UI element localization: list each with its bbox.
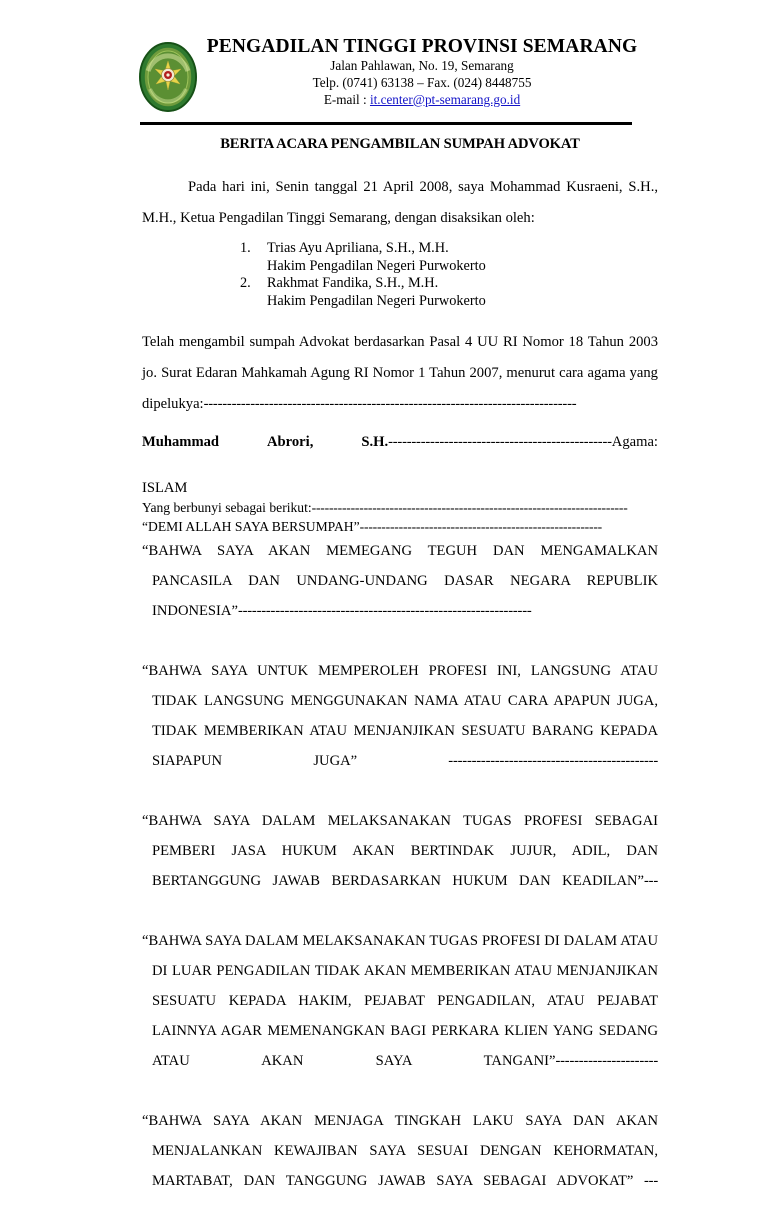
oath-clause-2-text: “BAHWA SAYA UNTUK MEMPEROLEH PROFESI INI, LANGSUNG ATAU TIDAK LANGSUNG MENGGUNAKAN NAMA ATAU CARA APAPUN JUGA, TIDAK MEMBERIKAN ATAU MENJANJIKAN SESUATU BARANG KEPADA SIAPAPUN JUGA” [142,663,658,769]
intro-line-2: M.H., Ketua Pengadilan Tinggi Semarang, dengan disaksikan oleh: [142,210,535,226]
legal-basis-line-2: 2003 jo. Surat Edaran Mahkamah Agung RI Nomor 1 Tahun 2007, menurut cara [142,334,658,381]
oath-clause-1 [142,536,658,656]
oath-clause-5-dash-filler: --- [633,1173,658,1189]
intro-paragraph [142,172,658,234]
intro-line-1: Pada hari ini, Senin tanggal 21 April 2008, saya Mohammad Kusraeni, S.H., [188,179,658,195]
document-title: BERITA ACARA PENGAMBILAN SUMPAH ADVOKAT [220,136,580,152]
witness-number: 1. [240,240,251,256]
oath-clause-4-text: “BAHWA SAYA DALAM MELAKSANAKAN TUGAS PROFESI DI DALAM ATAU DI LUAR PENGADILAN TIDAK AKAN MEMBERIKAN ATAU MENJANJIKAN SESUATU KEPADA HAKIM, PEJABAT PENGADILAN, ATAU PEJABAT LAINNYA AGAR MEMENANGKAN BAGI PERKARA KLIEN YANG SEDANG ATAU AKAN SAYA TANGANI” [142,933,658,1069]
oath-clause-3-dash-filler: --- [644,873,658,889]
oath-clause-1-text: “BAHWA SAYA AKAN MEMEGANG TEGUH DAN MENGAMALKAN PANCASILA DAN UNDANG-UNDANG DASAR NEGARA REPUBLIK INDONESIA” [142,543,658,619]
oath-reads-line [142,498,658,517]
advocate-name-block [142,430,658,498]
witness-number: 2. [240,275,251,291]
document-body [142,172,658,1226]
organization-name: PENGADILAN TINGGI PROVINSI SEMARANG [206,36,638,57]
advocate-name-line [142,430,658,478]
witness-position: Hakim Pengadilan Negeri Purwokerto [267,292,486,309]
advocate-name-part-2: Abrori, [267,434,314,450]
list-item [142,240,658,258]
witness-list [142,240,658,310]
oath-clause-4-dash-filler: ---------------------- [555,1053,658,1069]
witness-name: Trias Ayu Apriliana, S.H., M.H. [267,240,449,256]
oath-clause-5-text: “BAHWA SAYA AKAN MENJAGA TINGKAH LAKU SAYA DAN AKAN MENJALANKAN KEWAJIBAN SAYA SESUAI DENGAN KEHORMATAN, MARTABAT, DAN TANGGUNG JAWAB SAYA SEBAGAI ADVOKAT” [142,1113,658,1189]
advocate-dash-filler: ------------------------------------------------ [388,434,612,450]
office-email-line [206,92,638,109]
oath-clause-5 [142,1106,658,1226]
oath-invocation-dash-filler: -------------------------------------------------------- [359,519,602,534]
oath-reads-label: Yang berbunyi sebagai berikut: [142,500,312,515]
oath-clause-3-text: “BAHWA SAYA DALAM MELAKSANAKAN TUGAS PROFESI SEBAGAI PEMBERI JASA HUKUM AKAN BERTINDAK JUJUR, ADIL, DAN BERTANGGUNG JAWAB BERDASARKAN HUKUM DAN KEADILAN” [142,813,658,889]
advocate-religion-label: Agama: [611,434,658,450]
office-address: Jalan Pahlawan, No. 19, Semarang [330,57,514,73]
legal-basis-line-3: agama yang dipelukya: [142,365,658,412]
office-phone-fax: Telp. (0741) 63138 – Fax. (024) 8448755 [312,74,532,90]
letterhead [138,36,638,113]
oath-clause-1-dash-filler: --------------------------------------------------------------- [237,603,532,619]
oath-clause-2 [142,656,658,806]
oath-reads-dash-filler: ------------------------------------------------------------------------- [311,500,628,515]
email-link[interactable]: it.center@pt-semarang.go.id [369,91,521,107]
header-divider-rule [140,122,632,125]
logo-container [138,36,202,113]
legal-basis-dash-filler: -------------------------------------------------------------------------------- [203,396,577,412]
oath-clause-2-dash-filler: --------------------------------------------- [357,753,658,769]
oath-invocation: “DEMI ALLAH SAYA BERSUMPAH” [142,519,360,534]
advocate-name-part-3: S.H. [361,434,389,450]
oath-clause-4 [142,926,658,1106]
legal-basis-paragraph [142,327,658,420]
legal-basis-line-1: Telah mengambil sumpah Advokat berdasarkan Pasal 4 UU RI Nomor 18 Tahun [142,334,624,350]
advocate-name-part-1: Muhammad [142,434,220,450]
email-label: E-mail : [323,91,370,107]
oath-invocation-line [142,517,658,536]
list-item [142,275,658,293]
advocate-religion-value: ISLAM [142,480,188,496]
witness-name: Rakhmat Fandika, S.H., M.H. [267,275,439,291]
letterhead-text [206,36,638,109]
witness-position: Hakim Pengadilan Negeri Purwokerto [267,257,486,274]
court-seal-logo [138,41,198,113]
oath-clause-3 [142,806,658,926]
